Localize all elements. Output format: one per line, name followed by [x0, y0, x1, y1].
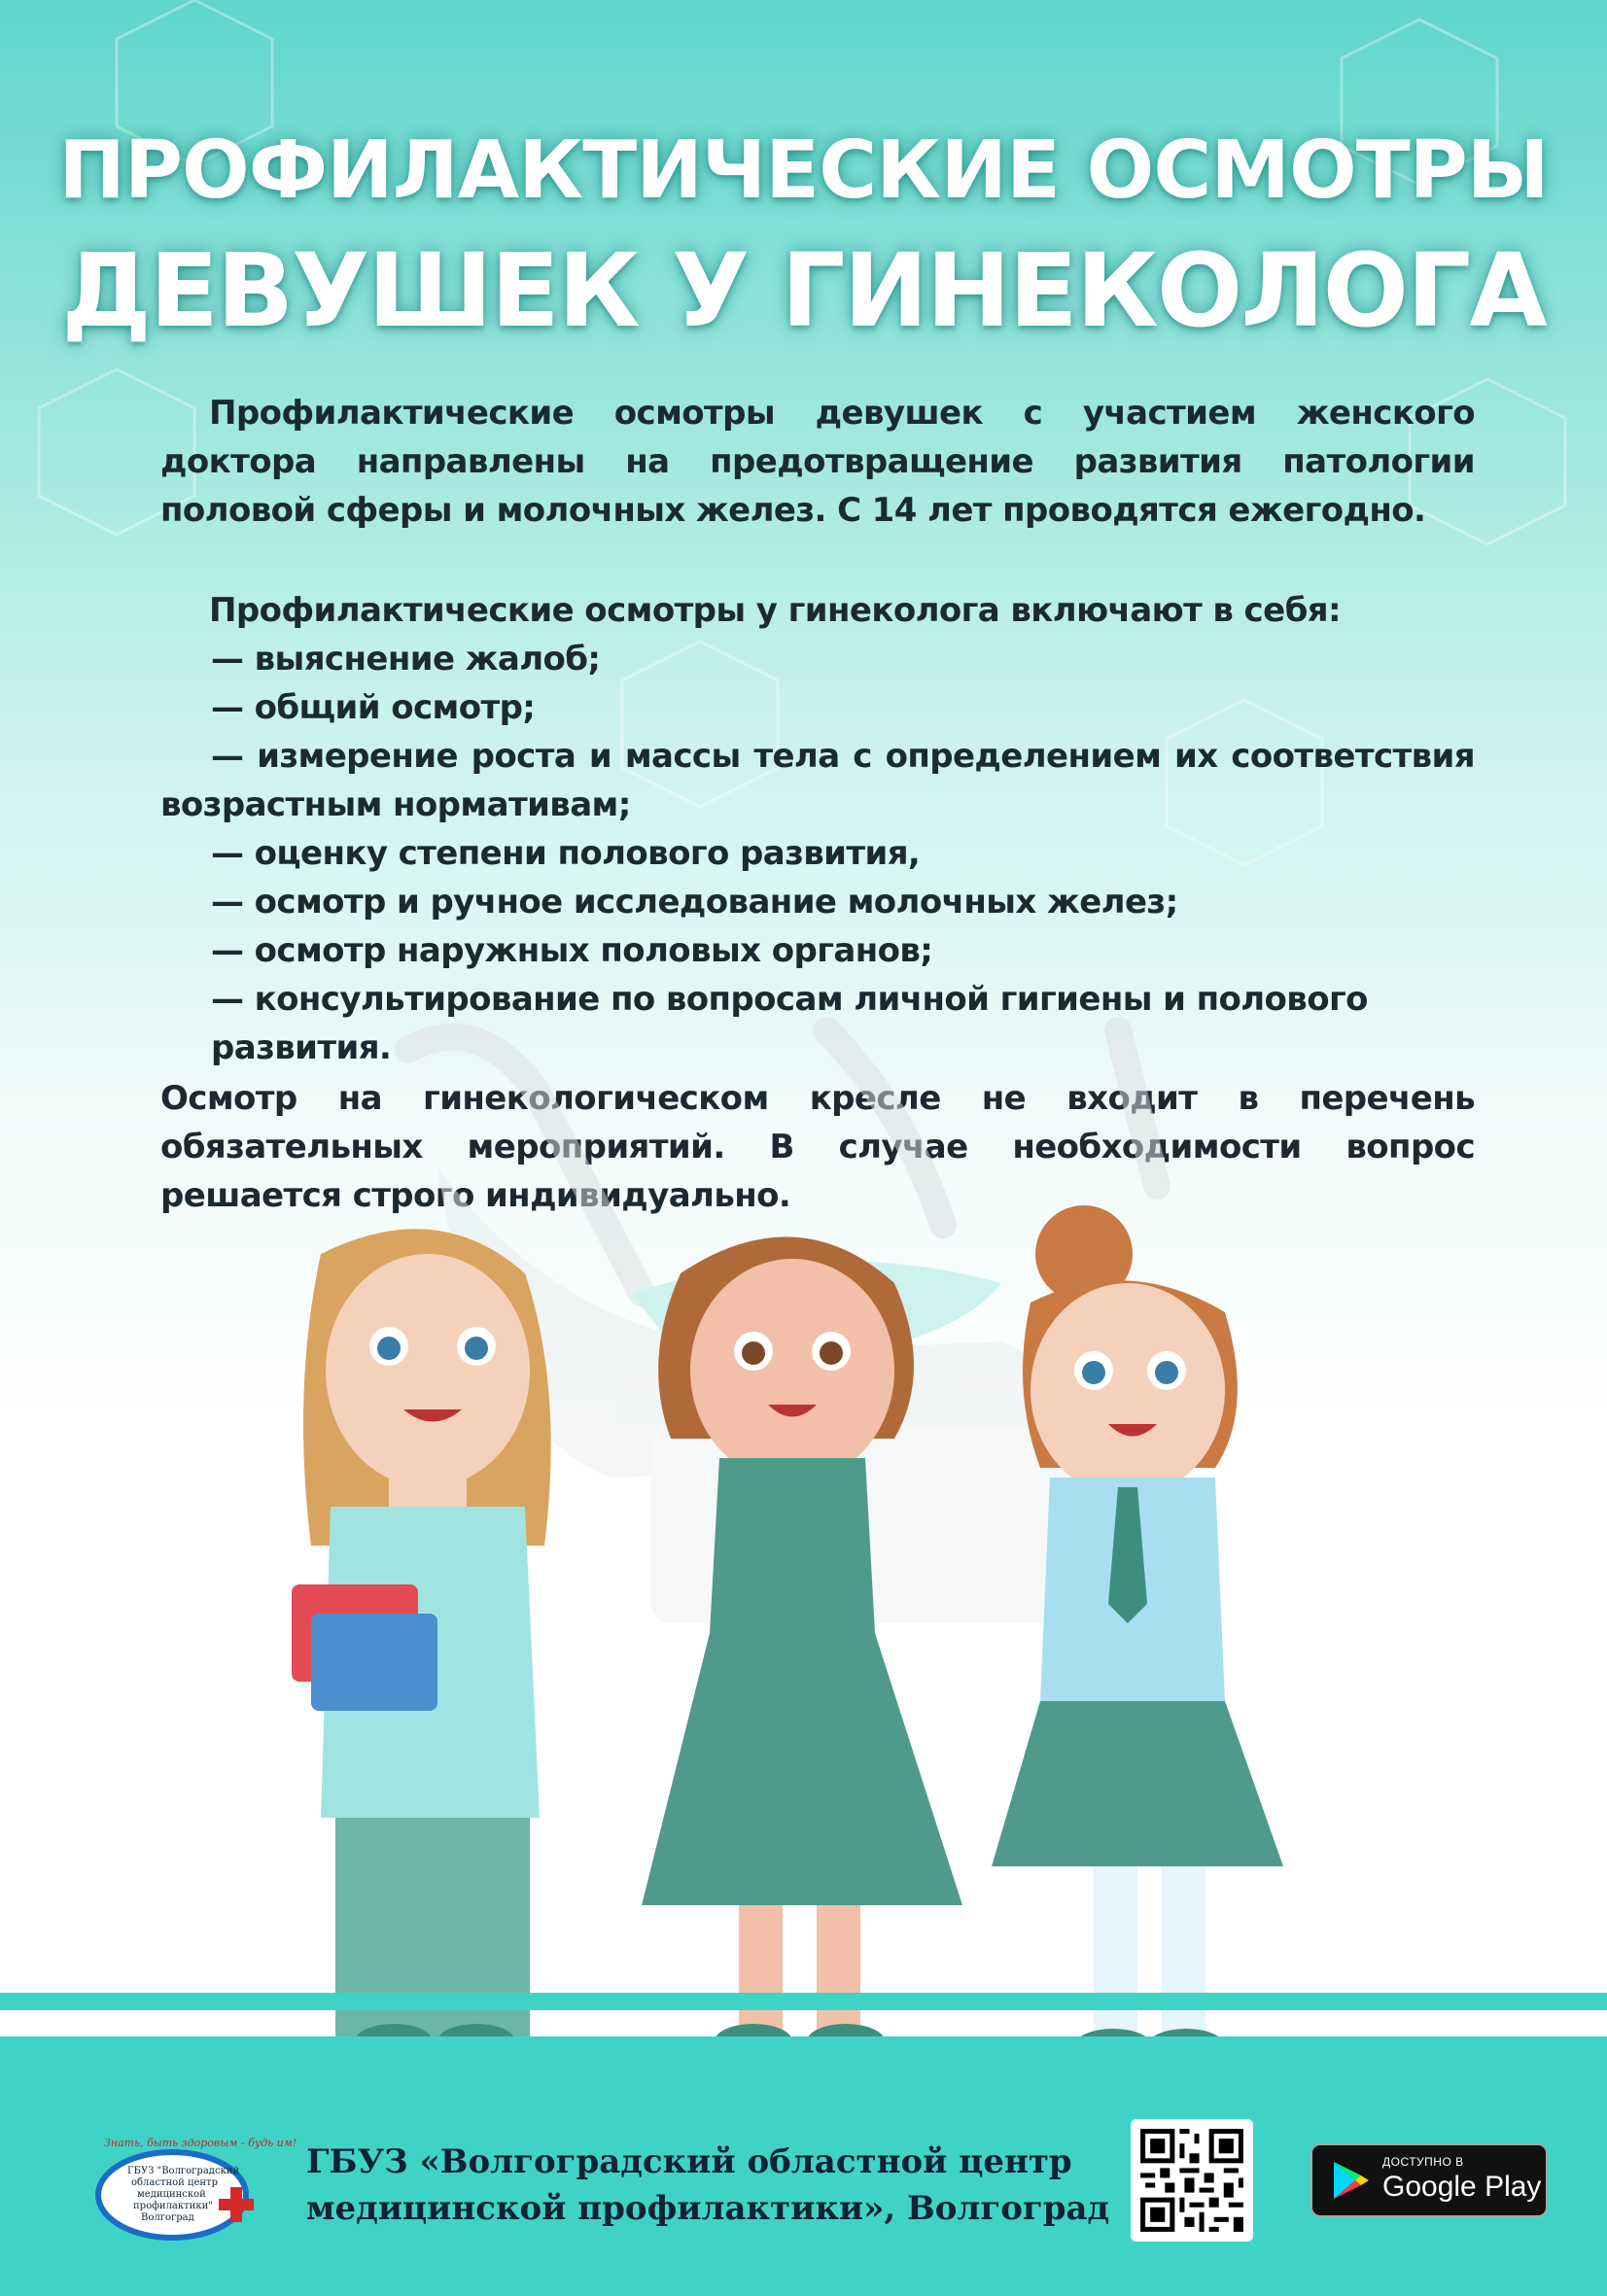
google-play-icon: [1328, 2159, 1371, 2202]
organization-logo: [92, 2129, 297, 2245]
logo-text: ГБУЗ "Волгоградский: [127, 2166, 240, 2176]
note-text: Осмотр на гинекологическом кресле не входит в перечень обязательных мероприятий. В случае необходимости вопрос решается строго индивидуально.: [160, 1079, 1475, 1215]
qr-code[interactable]: [1131, 2119, 1253, 2242]
google-play-caption: ДОСТУПНО В: [1382, 2155, 1464, 2169]
organization-name: [306, 2139, 1109, 2232]
logo-text: Волгоград: [141, 2212, 194, 2223]
list-item: — осмотр и ручное исследование молочных желез;: [211, 883, 1178, 922]
list-item: — консультирование по вопросам личной гигиены и полового развития.: [211, 980, 1368, 1067]
intro-text: Профилактические осмотры девушек с участием женского доктора направлены на предотвращение развития патологии половой сферы и молочных желез. С 14 лет проводятся ежегодно.: [160, 394, 1475, 530]
title-line-2: ДЕВУШЕК У ГИНЕКОЛОГА: [61, 231, 1546, 350]
list-heading: Профилактические осмотры у гинеколога включают в себя:: [209, 591, 1341, 630]
girl-right: [992, 1205, 1283, 2064]
org-line-1: ГБУЗ «Волгоградский областной центр: [306, 2142, 1072, 2181]
title-line-1: ПРОФИЛАКТИЧЕСКИЕ ОСМОТРЫ: [58, 124, 1549, 217]
footer-stripe-thin: [0, 1993, 1607, 2010]
list-item: — осмотр наружных половых органов;: [211, 931, 933, 970]
girl-middle: [642, 1236, 962, 2059]
google-play-label: Google Play: [1382, 2171, 1542, 2203]
list-item: — измерение роста и массы тела с определением их соответствия возрастным нормативам;: [160, 737, 1475, 824]
list-item: — общий осмотр;: [211, 688, 536, 727]
schoolgirls-illustration: [0, 1196, 1607, 2070]
logo-text: областной центр: [131, 2177, 218, 2188]
logo-text: профилактики": [133, 2201, 213, 2211]
logo-slogan: Знать, быть здоровым - будь им!: [104, 2137, 297, 2149]
list-item: — выяснение жалоб;: [211, 640, 601, 678]
google-play-badge[interactable]: [1310, 2143, 1548, 2217]
org-line-2: медицинской профилактики», Волгоград: [306, 2189, 1110, 2228]
intro-paragraph: [160, 389, 1475, 535]
logo-text: медицинской: [137, 2189, 206, 2200]
qr-code-icon: [1131, 2119, 1253, 2242]
list-item: — оценку степени полового развития,: [211, 834, 921, 873]
